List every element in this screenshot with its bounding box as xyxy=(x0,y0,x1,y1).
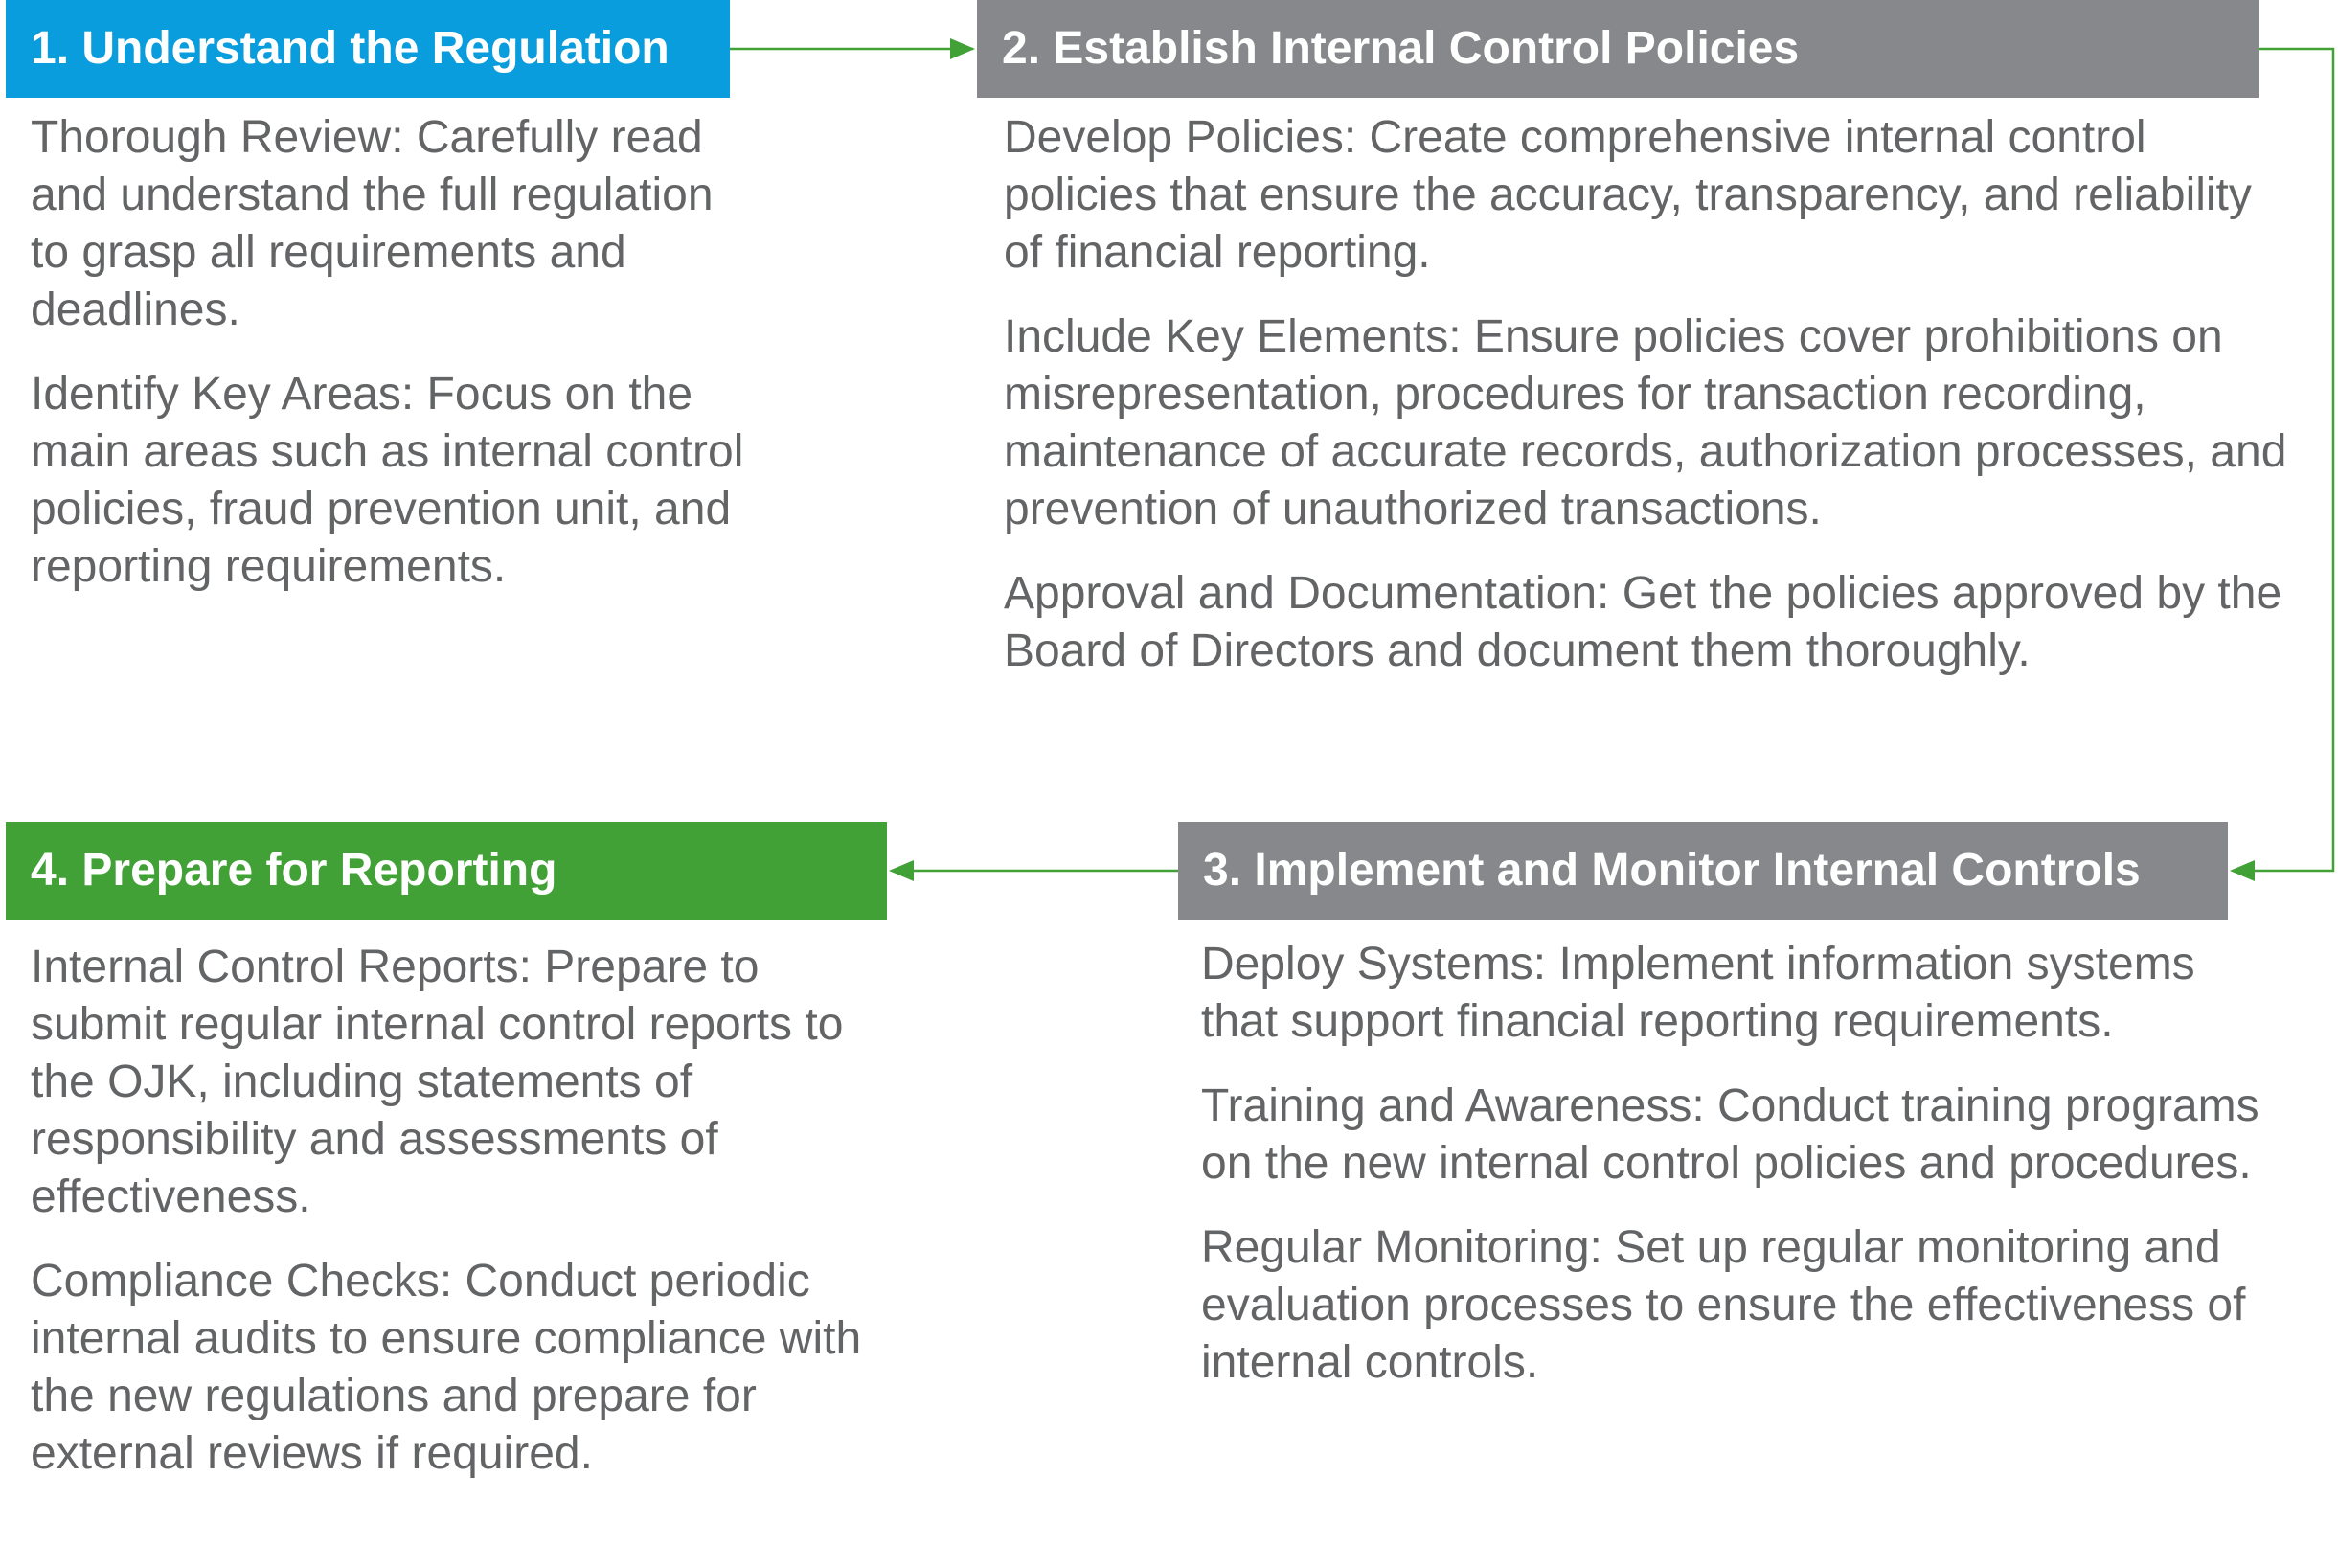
step-1-body xyxy=(31,109,759,596)
step-2-body xyxy=(1004,109,2287,680)
step-4-item: Compliance Checks: Conduct periodic internal audits to ensure compliance with the new regulations and prepare for external reviews if required. xyxy=(31,1256,862,1479)
step-2-item: Approval and Documentation: Get the policies approved by the Board of Directors and document them thoroughly. xyxy=(1004,568,2282,676)
step-2-item: Include Key Elements: Ensure policies cover prohibitions on misrepresentation, procedures for transaction recording, maintenance of accurate records, authorization processes, and prevention of unauthorized transactions. xyxy=(1004,311,2287,534)
arrowhead-2-to-3 xyxy=(2230,860,2255,881)
step-4-item: Internal Control Reports: Prepare to submit regular internal control reports to the OJK, including statements of responsibility and assessments of effectiveness. xyxy=(31,942,844,1222)
step-3-body xyxy=(1201,936,2264,1392)
step-3-header xyxy=(1178,822,2228,920)
arrowhead-3-to-4 xyxy=(889,860,914,881)
step-2-item: Develop Policies: Create comprehensive internal control policies that ensure the accuracy, transparency, and reliability of financial reporting. xyxy=(1004,112,2252,278)
step-1-title: 1. Understand the Regulation xyxy=(31,23,670,74)
step-3-item: Regular Monitoring: Set up regular monitoring and evaluation processes to ensure the effectiveness of internal controls. xyxy=(1201,1222,2246,1388)
step-2-title: 2. Establish Internal Control Policies xyxy=(1002,23,1800,74)
step-3-item: Deploy Systems: Implement information systems that support financial reporting requirements. xyxy=(1201,939,2195,1047)
step-3-item: Training and Awareness: Conduct training programs on the new internal control policies and procedures. xyxy=(1201,1080,2259,1189)
step-2-header xyxy=(977,0,2259,98)
step-4-header xyxy=(6,822,887,920)
step-1-item: Thorough Review: Carefully read and understand the full regulation to grasp all requirements and deadlines. xyxy=(31,112,714,335)
step-1-item: Identify Key Areas: Focus on the main areas such as internal control policies, fraud prevention unit, and reporting requirements. xyxy=(31,369,744,592)
step-1-header xyxy=(6,0,730,98)
step-3-title: 3. Implement and Monitor Internal Controls xyxy=(1203,845,2141,896)
arrowhead-1-to-2 xyxy=(950,38,975,59)
step-4-body xyxy=(31,939,893,1483)
step-4-title: 4. Prepare for Reporting xyxy=(31,845,557,896)
